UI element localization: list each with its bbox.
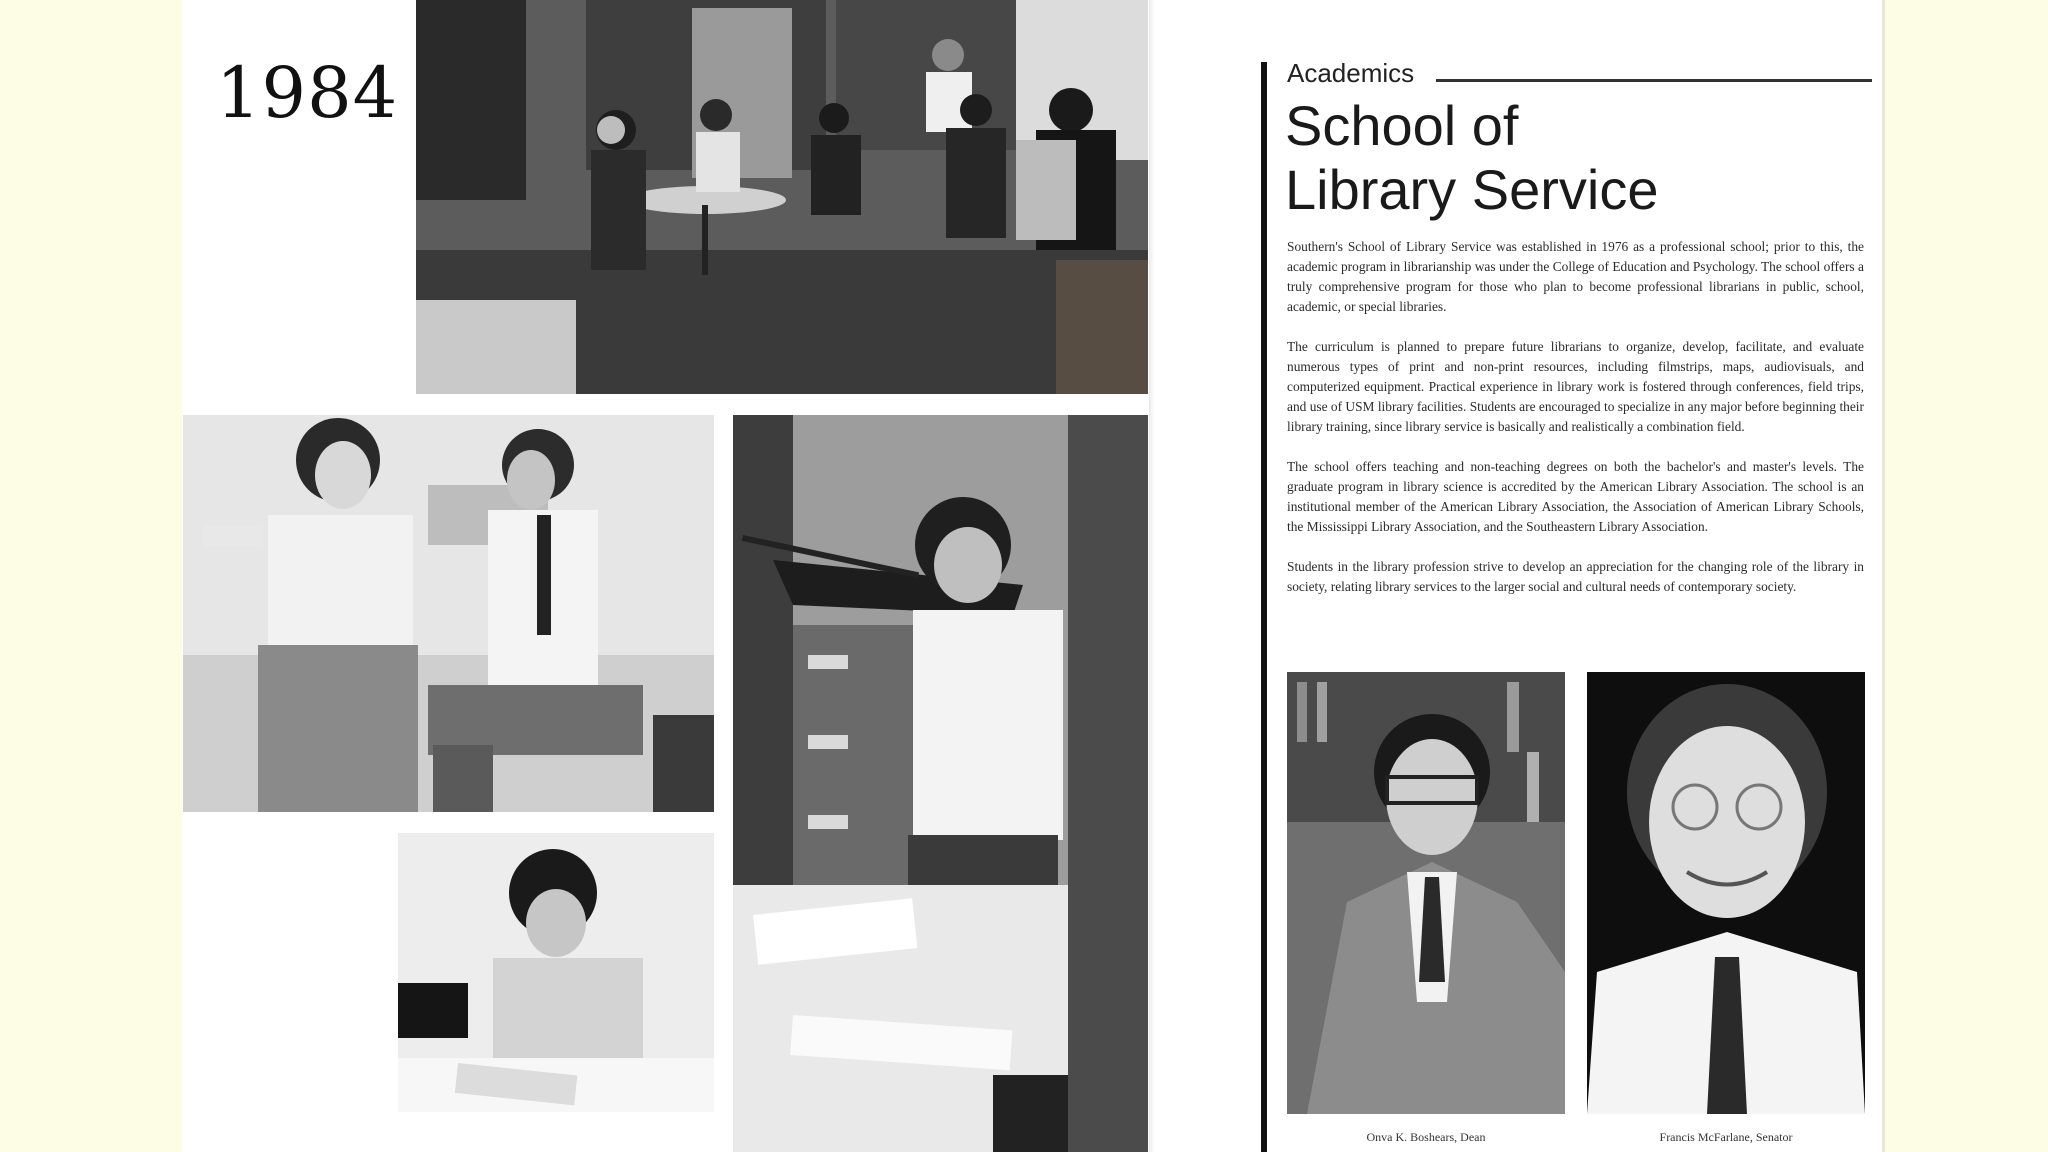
paragraph: The school offers teaching and non-teaching degrees on both the bachelor's and master's levels. The graduate program in library science is accredited by the American Library Association. The school is an institutional member of the American Library Association, the Association of American Library Schools, the Mississippi Library Association, and the Southeastern Library Association. [1287, 459, 1864, 534]
photo-dean-portrait [1287, 672, 1565, 1114]
year-heading: 1984 [216, 52, 399, 134]
paragraph: Southern's School of Library Service was established in 1976 as a professional school; prior to this, the academic program in librarianship was under the College of Education and Psychology. The school offers a truly comprehensive program for those who plan to become professional librarians in public, school, academic, or special libraries. [1287, 239, 1864, 314]
page-gutter [1149, 0, 1155, 1152]
vertical-rule [1261, 62, 1267, 1152]
photo-man-at-desk [733, 415, 1148, 1152]
paragraph: The curriculum is planned to prepare future librarians to organize, develop, facilitate, and evaluate numerous types of print and non-print resources, including filmstrips, maps, audiovisuals, and computerized equipment. Practical experience in library work is fostered through conferences, field trips, and use of USM library facilities. Students are encouraged to specialize in any major before beginning their library training, since library service is basically and realistically a combination field. [1287, 339, 1864, 434]
section-label: Academics [1287, 58, 1415, 88]
caption-dean: Onva K. Boshears, Dean [1366, 1130, 1486, 1144]
caption-senator: Francis McFarlane, Senator [1659, 1130, 1793, 1144]
paragraph: Students in the library profession strive to develop an appreciation for the changing role of the library in society, relating library services to the larger social and cultural needs of contemporary society. [1287, 559, 1864, 594]
page-edge [1882, 0, 1885, 1152]
page-title [1285, 94, 1845, 222]
section-rule [1436, 79, 1872, 82]
photo-senator-portrait [1587, 672, 1865, 1114]
title-line-2: Library Service [1285, 158, 1659, 221]
photo-conversation [183, 415, 714, 812]
photo-woman-on-phone [398, 833, 714, 1112]
photo-group-meeting [416, 0, 1148, 394]
title-line-1: School of [1285, 94, 1519, 157]
article-body [1287, 237, 1864, 617]
